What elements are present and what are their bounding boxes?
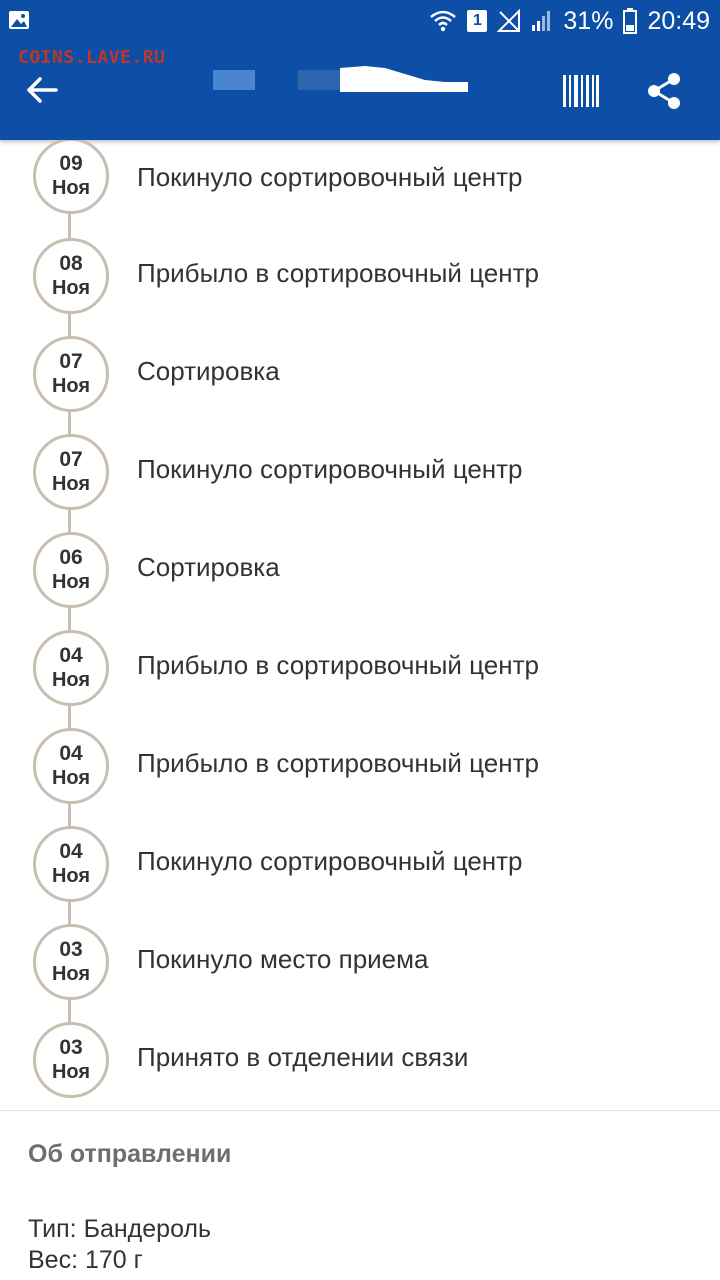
event-description: Принято в отделении связи [137,1042,469,1072]
status-indicators [429,0,710,42]
signal-icon [531,9,553,33]
gallery-notification-icon [8,9,30,31]
date-month: Ноя [51,571,91,593]
timeline-item [0,924,720,1022]
date-day: 03 [59,1036,83,1059]
redacted-title [210,60,470,100]
event-description: Покинуло сортировочный центр [137,454,523,484]
event-description: Прибыло в сортировочный центр [137,650,539,680]
date-day: 07 [59,350,83,373]
no-signal-icon [497,9,521,33]
date-day: 06 [59,546,83,569]
sim-indicator: 1 [467,10,487,32]
share-icon[interactable] [646,71,682,111]
timeline-item [0,434,720,532]
section-divider [0,1110,720,1111]
back-arrow-icon[interactable] [24,72,60,108]
date-badge [33,238,109,314]
event-description: Прибыло в сортировочный центр [137,258,539,288]
date-day: 04 [59,840,83,863]
clock: 20:49 [647,6,710,35]
date-month: Ноя [51,473,91,495]
date-badge [33,924,109,1000]
date-month: Ноя [51,963,91,985]
timeline-item [0,336,720,434]
watermark: COINS.LAVE.RU [18,47,166,68]
date-day: 04 [59,644,83,667]
parcel-type: Тип: Бандероль [28,1215,212,1243]
barcode-icon[interactable] [562,72,600,110]
date-badge [33,140,109,214]
event-description: Прибыло в сортировочный центр [137,748,539,778]
event-description: Покинуло место приема [137,944,429,974]
about-section-title: Об отправлении [28,1140,232,1168]
app-bar [0,42,720,140]
timeline-item [0,826,720,924]
timeline-item [0,728,720,826]
battery-icon [623,8,637,34]
date-day: 04 [59,742,83,765]
battery-percent: 31% [563,6,614,35]
date-month: Ноя [51,767,91,789]
date-month: Ноя [51,669,91,691]
timeline-item [0,1022,720,1110]
date-day: 03 [59,938,83,961]
date-badge [33,434,109,510]
date-day: 09 [59,152,83,175]
wifi-icon [429,9,457,33]
date-day: 07 [59,448,83,471]
date-month: Ноя [51,277,91,299]
timeline-item [0,238,720,336]
timeline-item [0,140,720,238]
date-badge [33,336,109,412]
tracking-timeline [0,140,720,1110]
status-bar [0,0,720,42]
date-badge [33,728,109,804]
event-description: Покинуло сортировочный центр [137,846,523,876]
event-description: Покинуло сортировочный центр [137,162,523,192]
date-badge [33,826,109,902]
date-month: Ноя [51,375,91,397]
date-month: Ноя [51,865,91,887]
date-month: Ноя [51,177,91,199]
timeline-item [0,630,720,728]
parcel-weight: Вес: 170 г [28,1246,143,1274]
date-badge [33,1022,109,1098]
date-badge [33,532,109,608]
date-badge [33,630,109,706]
date-day: 08 [59,252,83,275]
date-month: Ноя [51,1061,91,1083]
event-description: Сортировка [137,356,280,386]
timeline-item [0,532,720,630]
event-description: Сортировка [137,552,280,582]
